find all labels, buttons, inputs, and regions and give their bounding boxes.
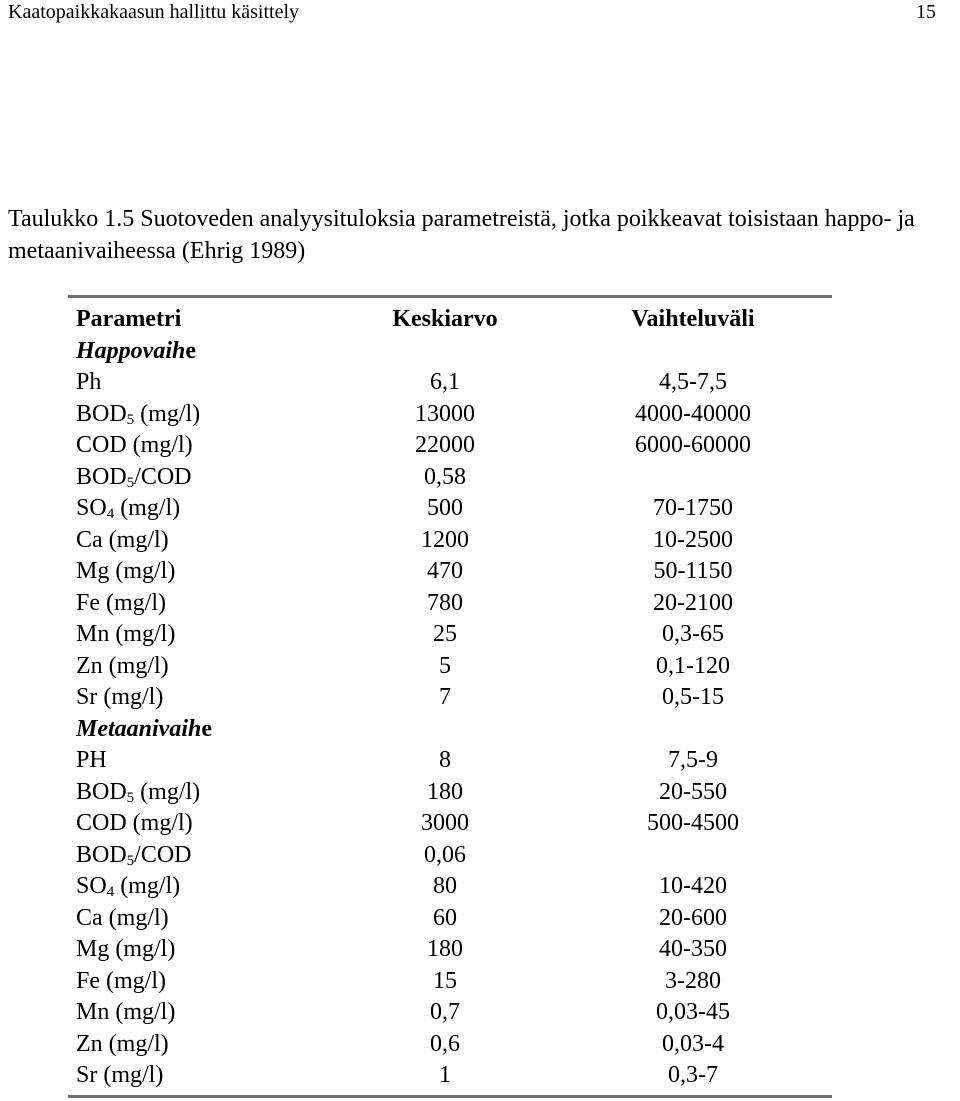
range-cell: 70-1750 xyxy=(653,495,733,521)
parameter-cell xyxy=(68,651,336,683)
table-row xyxy=(68,871,832,903)
parameter-name: SO xyxy=(76,495,107,521)
parameter-name: Sr (mg/l) xyxy=(76,1062,164,1088)
average-cell: 780 xyxy=(427,589,463,616)
range-cell: 0,03-45 xyxy=(656,999,730,1025)
parameter-unit: (mg/l) xyxy=(114,495,181,521)
parameter-name: COD (mg/l) xyxy=(76,810,193,836)
average-cell: 13000 xyxy=(415,400,475,427)
section-title-italic: Metaanivaih xyxy=(76,715,202,742)
range-cell: 0,5-15 xyxy=(662,684,724,710)
range-cell: 0,3-7 xyxy=(668,1062,718,1088)
average-cell: 0,06 xyxy=(424,841,466,868)
parameter-name: Fe (mg/l) xyxy=(76,967,166,994)
parameter-cell xyxy=(68,871,336,903)
parameter-name: BOD xyxy=(76,400,127,427)
parameter-cell xyxy=(68,399,336,431)
table-row xyxy=(68,777,832,809)
column-header-range: Vaihteluväli xyxy=(631,306,755,332)
average-cell: 15 xyxy=(433,967,457,994)
section-title-tail: e xyxy=(185,337,196,364)
average-cell: 180 xyxy=(427,936,463,962)
parameter-cell xyxy=(68,682,336,714)
parameter-cell xyxy=(68,367,336,399)
results-table-container xyxy=(68,295,832,1098)
average-cell: 7 xyxy=(439,684,451,710)
table-header-row xyxy=(68,304,832,336)
parameter-unit: (mg/l) xyxy=(114,873,181,899)
parameter-name: Ph xyxy=(76,369,102,395)
parameter-unit: (mg/l) xyxy=(134,400,201,427)
parameter-cell xyxy=(68,745,336,777)
table-row xyxy=(68,651,832,683)
parameter-name: Ca (mg/l) xyxy=(76,526,169,553)
parameter-cell xyxy=(68,903,336,935)
parameter-cell xyxy=(68,777,336,809)
parameter-subscript: 5 xyxy=(126,411,135,428)
range-cell: 20-600 xyxy=(659,904,727,931)
table-row xyxy=(68,525,832,557)
average-cell: 0,58 xyxy=(424,463,466,490)
parameter-name: Mn (mg/l) xyxy=(76,621,176,647)
parameter-cell xyxy=(68,808,336,840)
average-cell: 5 xyxy=(439,652,451,679)
parameter-cell xyxy=(68,1029,336,1061)
parameter-subscript: 4 xyxy=(106,884,115,900)
table-row xyxy=(68,808,832,840)
average-cell: 0,7 xyxy=(430,999,460,1025)
parameter-cell xyxy=(68,934,336,966)
average-cell: 1200 xyxy=(421,526,469,553)
range-cell: 0,03-4 xyxy=(662,1030,724,1057)
table-row xyxy=(68,682,832,714)
parameter-unit: /COD xyxy=(134,841,192,868)
section-title xyxy=(68,336,832,368)
range-cell: 40-350 xyxy=(659,936,727,962)
table-row xyxy=(68,430,832,462)
parameter-name: Fe (mg/l) xyxy=(76,589,166,616)
table-row xyxy=(68,1029,832,1061)
parameter-name: Mn (mg/l) xyxy=(76,999,176,1025)
parameter-cell xyxy=(68,556,336,588)
range-cell: 6000-60000 xyxy=(635,432,751,458)
parameter-name: Ca (mg/l) xyxy=(76,904,169,931)
page-number: 15 xyxy=(916,1,936,23)
average-cell: 22000 xyxy=(415,432,475,458)
parameter-name: BOD xyxy=(76,463,127,490)
range-cell: 3-280 xyxy=(665,967,721,994)
parameter-cell xyxy=(68,588,336,620)
range-cell xyxy=(554,840,832,872)
table-row xyxy=(68,1060,832,1092)
table-row xyxy=(68,997,832,1029)
range-cell: 20-2100 xyxy=(653,589,733,616)
average-cell: 80 xyxy=(433,873,457,899)
parameter-cell xyxy=(68,430,336,462)
parameter-name: COD (mg/l) xyxy=(76,432,193,458)
parameter-name: BOD xyxy=(76,841,127,868)
parameter-cell xyxy=(68,966,336,998)
parameter-subscript: 5 xyxy=(126,474,135,491)
table-row xyxy=(68,934,832,966)
table-row xyxy=(68,840,832,872)
average-cell: 470 xyxy=(427,558,463,584)
results-table xyxy=(68,304,832,1092)
parameter-cell xyxy=(68,619,336,651)
range-cell: 4,5-7,5 xyxy=(659,369,727,395)
parameter-name: Mg (mg/l) xyxy=(76,936,176,962)
average-cell: 6,1 xyxy=(430,369,460,395)
range-cell: 500-4500 xyxy=(647,810,739,836)
parameter-cell xyxy=(68,462,336,494)
average-cell: 8 xyxy=(439,747,451,773)
table-row xyxy=(68,588,832,620)
range-cell: 0,3-65 xyxy=(662,621,724,647)
column-header-average: Keskiarvo xyxy=(392,306,498,332)
section-row xyxy=(68,336,832,368)
range-cell: 10-2500 xyxy=(653,526,733,553)
table-row xyxy=(68,903,832,935)
parameter-subscript: 5 xyxy=(126,789,135,806)
parameter-cell xyxy=(68,525,336,557)
range-cell: 0,1-120 xyxy=(656,652,730,679)
table-row xyxy=(68,966,832,998)
parameter-subscript: 5 xyxy=(126,852,135,869)
average-cell: 180 xyxy=(427,778,463,805)
parameter-name: SO xyxy=(76,873,107,899)
average-cell: 0,6 xyxy=(430,1030,460,1057)
parameter-unit: (mg/l) xyxy=(134,778,201,805)
table-row xyxy=(68,493,832,525)
parameter-name: Mg (mg/l) xyxy=(76,558,176,584)
range-cell: 10-420 xyxy=(659,873,727,899)
table-row xyxy=(68,367,832,399)
average-cell: 3000 xyxy=(421,810,469,836)
range-cell xyxy=(554,462,832,494)
parameter-name: Sr (mg/l) xyxy=(76,684,164,710)
range-cell: 7,5-9 xyxy=(668,747,718,773)
range-cell: 4000-40000 xyxy=(635,400,751,427)
parameter-cell xyxy=(68,840,336,872)
range-cell: 50-1150 xyxy=(653,558,733,584)
table-top-rule xyxy=(68,295,832,298)
parameter-cell xyxy=(68,1060,336,1092)
average-cell: 500 xyxy=(427,495,463,521)
table-bottom-rule xyxy=(68,1095,832,1098)
parameter-name: PH xyxy=(76,747,107,773)
table-body xyxy=(68,336,832,1092)
column-header-parameter: Parametri xyxy=(76,306,182,332)
document-title: Kaatopaikkakaasun hallittu käsittely xyxy=(8,1,300,23)
range-cell: 20-550 xyxy=(659,778,727,805)
parameter-unit: /COD xyxy=(134,463,192,490)
parameter-subscript: 4 xyxy=(106,506,115,522)
average-cell: 25 xyxy=(433,621,457,647)
table-row xyxy=(68,619,832,651)
table-row xyxy=(68,462,832,494)
table-row xyxy=(68,556,832,588)
average-cell: 1 xyxy=(439,1062,451,1088)
parameter-name: Zn (mg/l) xyxy=(76,1030,169,1057)
table-row xyxy=(68,399,832,431)
parameter-cell xyxy=(68,997,336,1029)
parameter-cell xyxy=(68,493,336,525)
running-header xyxy=(8,0,936,26)
average-cell: 60 xyxy=(433,904,457,931)
table-row xyxy=(68,745,832,777)
table-caption: Taulukko 1.5 Suotoveden analyysituloksia parametreistä, jotka poikkeavat toisistaan happo- ja metaanivaiheessa (Ehrig 1989) xyxy=(8,206,915,264)
section-row xyxy=(68,714,832,746)
section-title-tail: e xyxy=(201,715,212,742)
parameter-name: BOD xyxy=(76,778,127,805)
section-title xyxy=(68,714,832,746)
section-title-italic: Happovaih xyxy=(76,337,186,364)
parameter-name: Zn (mg/l) xyxy=(76,652,169,679)
